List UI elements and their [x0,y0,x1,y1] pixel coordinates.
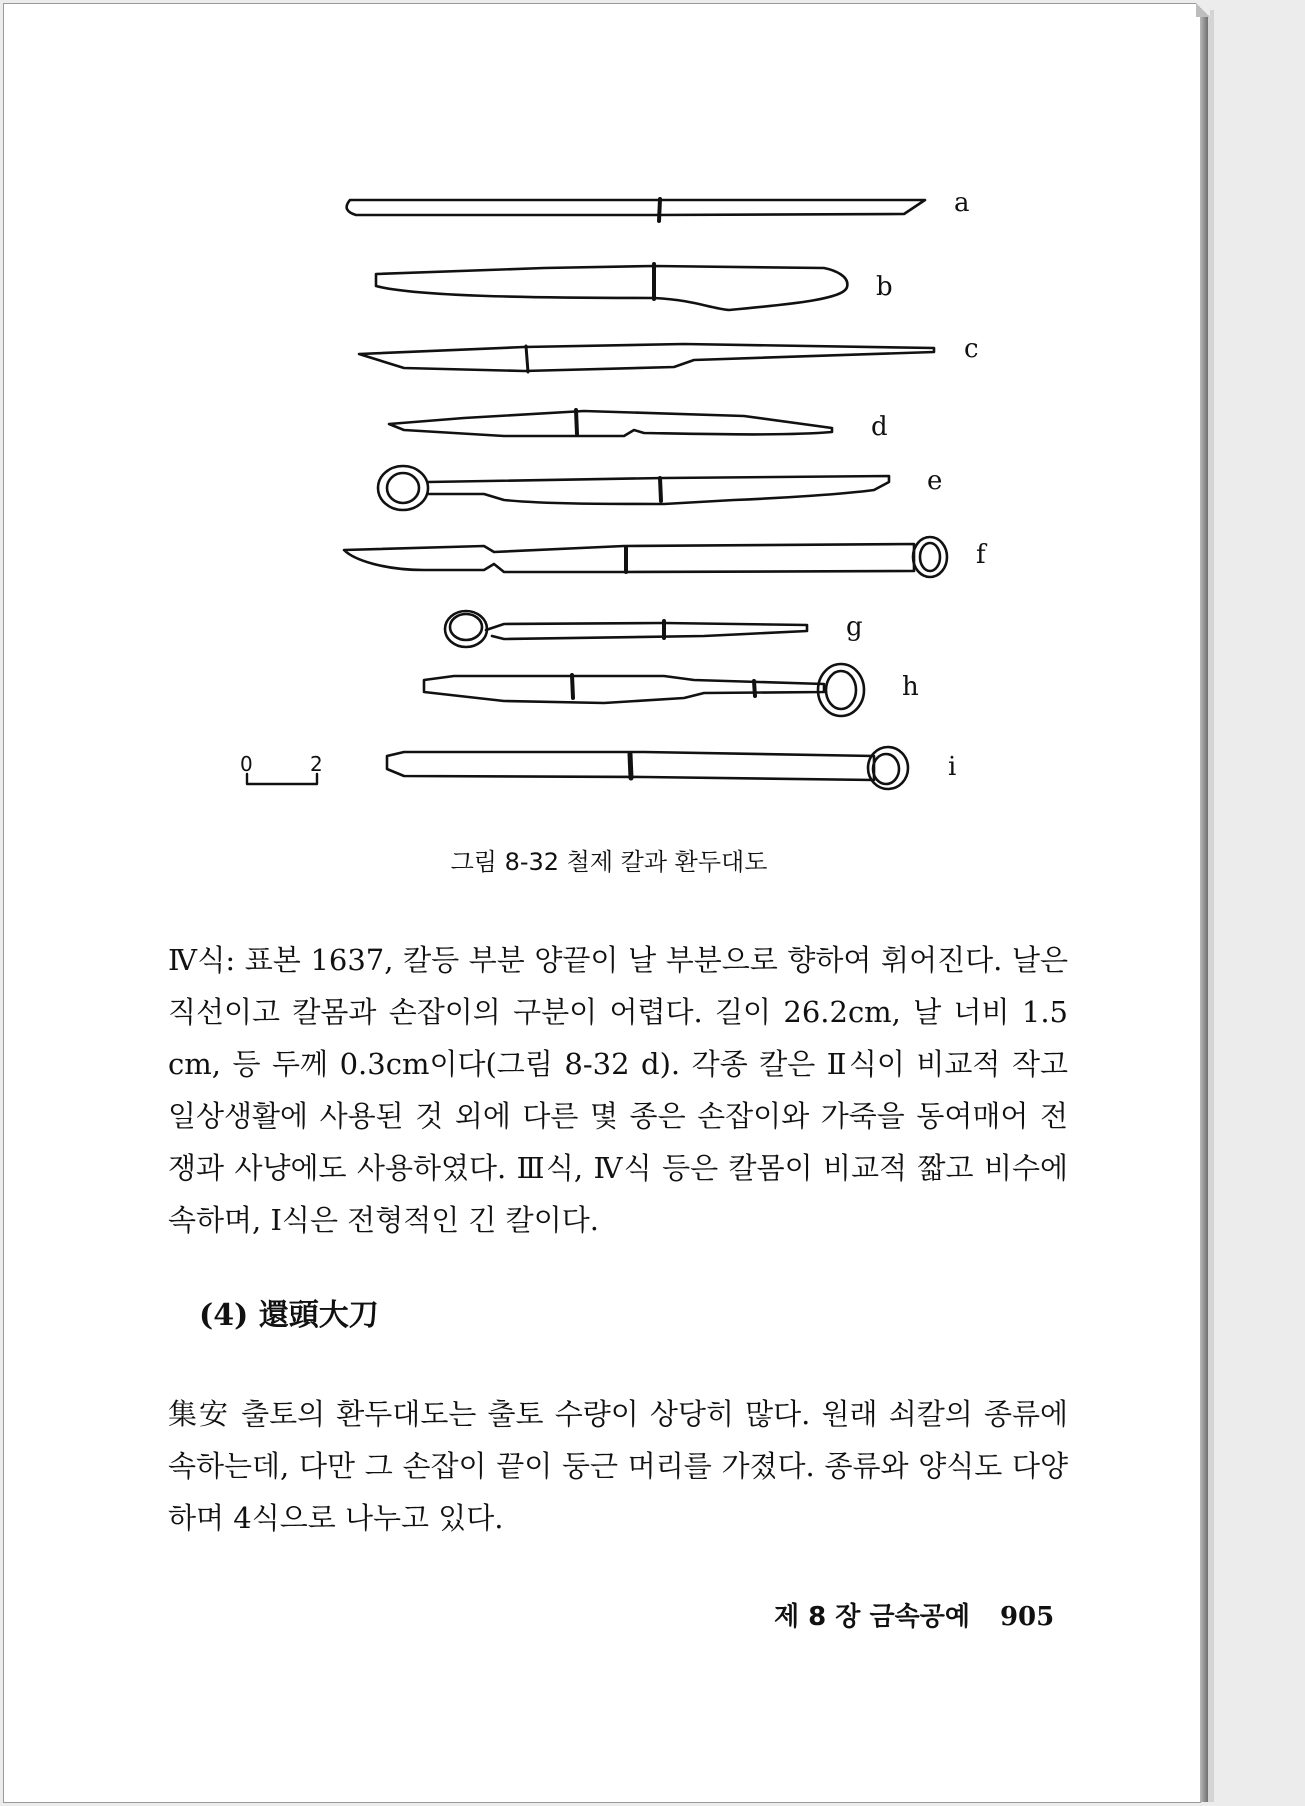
label-d: d [871,412,888,442]
knife-figure [4,4,1202,824]
page-edge [1200,6,1208,1802]
knife-f-drawing [344,537,947,577]
knife-c-drawing [359,344,934,372]
knife-g-drawing [445,611,807,647]
paragraph-ring-pommel-sword: 集安 출토의 환두대도는 출토 수량이 상당히 많다. 원래 쇠칼의 종류에 속하는데, 다만 그 손잡이 끝이 둥근 머리를 가졌다. 종류와 양식도 다양하며 4식으로 나누고 있다. [168,1397,1068,1535]
figure-caption: 그림 8-32 철제 칼과 환두대도 [450,848,768,876]
knife-drawings [4,4,1202,824]
knife-d-drawing [389,410,832,436]
label-f: f [976,540,986,570]
knife-e-drawing [378,466,889,510]
page-number: 905 [999,1602,1055,1632]
label-h: h [902,672,919,702]
knife-b-drawing [376,264,847,310]
label-a: a [954,188,970,218]
chapter-title: 제 8 장 금속공예 [774,1602,970,1632]
label-g: g [846,612,863,642]
page-edge-shadow [1208,10,1214,1802]
knife-i-drawing [387,747,908,789]
label-b: b [876,272,893,302]
label-i: i [948,752,957,782]
section-heading: (4) 還頭大刀 [199,1298,379,1333]
paragraph-type-4: Ⅳ식: 표본 1637, 칼등 부분 양끝이 날 부분으로 향하여 휘어진다. 날은 직선이고 칼몸과 손잡이의 구분이 어렵다. 길이 26.2cm, 날 너비 1.5 cm, 등 두께 0.3cm이다(그림 8-32 d). 각종 칼은 Ⅱ식이 비교적 작고 일상생활에 사용된 것 외에 다른 몇 종은 손잡이와 가죽을 동여매어 전쟁과 사냥에도 사용하였다. Ⅲ식, Ⅳ식 등은 칼몸이 비교적 짧고 비수에 속하며, Ⅰ식은 전형적인 긴 칼이다. [168,943,1068,1237]
knife-a-drawing [347,199,925,221]
label-c: c [964,334,979,364]
scale-start: 0 [240,752,253,776]
knife-h-drawing [424,664,864,716]
document-page [3,3,1201,1803]
label-e: e [927,466,943,496]
page-corner-fold [1196,3,1210,17]
page-footer [774,1596,1054,1633]
scale-bar [247,774,317,784]
scale-end: 2 [310,752,323,776]
